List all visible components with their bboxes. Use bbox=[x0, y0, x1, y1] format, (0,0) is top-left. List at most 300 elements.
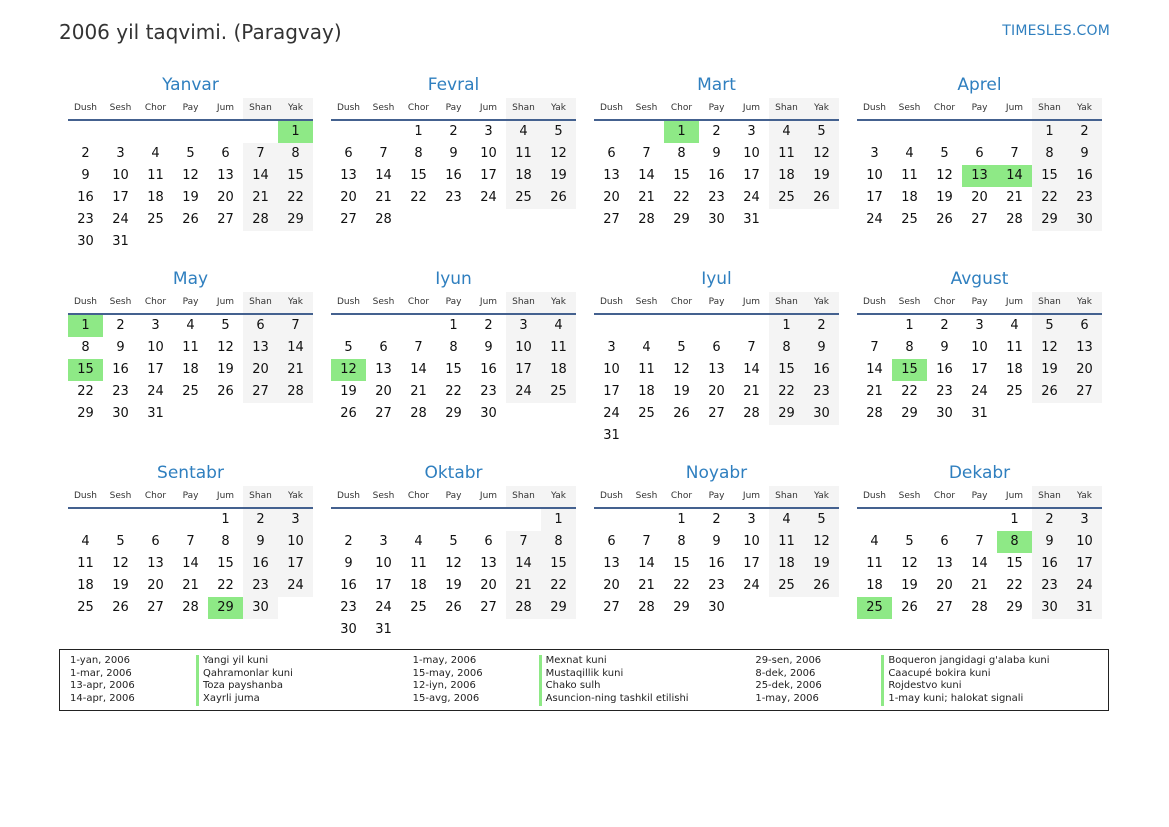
month-name: Avgust bbox=[950, 269, 1009, 289]
day-cell: 29 bbox=[673, 600, 690, 615]
day-cell: 18 bbox=[147, 190, 164, 205]
day-cell: 27 bbox=[375, 406, 392, 421]
day-cell: 27 bbox=[708, 406, 725, 421]
weekday-header: Dush bbox=[594, 486, 629, 509]
empty-cell bbox=[401, 315, 436, 337]
day-cell: 4 bbox=[870, 534, 879, 549]
day-cell: 22 bbox=[541, 575, 576, 597]
day-cell: 22 bbox=[769, 381, 804, 403]
day-cell: 7 bbox=[243, 143, 278, 165]
day-cell: 10 bbox=[743, 534, 760, 549]
day-cell: 21 bbox=[638, 190, 655, 205]
weekday-header: Shan bbox=[769, 292, 804, 315]
empty-cell bbox=[629, 509, 664, 531]
holiday-row bbox=[70, 668, 413, 681]
day-cell: 3 bbox=[278, 509, 313, 531]
weekday-header: Dush bbox=[68, 292, 103, 315]
day-cell: 28 bbox=[866, 406, 883, 421]
day-cell: 24 bbox=[506, 381, 541, 403]
weekday-header: Jum bbox=[208, 98, 243, 121]
weekday-header: Jum bbox=[471, 98, 506, 121]
month-noyabr bbox=[594, 460, 839, 654]
holiday-name: Qahramonlar kuni bbox=[196, 668, 293, 681]
day-cell: 17 bbox=[743, 556, 760, 571]
day-cell: 13 bbox=[375, 362, 392, 377]
day-cell: 7 bbox=[506, 531, 541, 553]
day-cell: 6 bbox=[484, 534, 493, 549]
day-cell: 19 bbox=[445, 578, 462, 593]
day-cell: 15 bbox=[673, 556, 690, 571]
day-cell: 6 bbox=[221, 146, 230, 161]
weekday-header: Sesh bbox=[103, 98, 138, 121]
day-cell: 10 bbox=[743, 146, 760, 161]
weekday-header: Pay bbox=[173, 98, 208, 121]
day-cell: 30 bbox=[480, 406, 497, 421]
day-cell: 29 bbox=[278, 209, 313, 231]
day-cell: 29 bbox=[769, 403, 804, 425]
day-cell: 19 bbox=[1032, 359, 1067, 381]
day-cell: 21 bbox=[638, 578, 655, 593]
day-cell: 1 bbox=[449, 318, 458, 333]
day-cell: 18 bbox=[410, 578, 427, 593]
day-cell: 7 bbox=[379, 146, 388, 161]
day-cell: 13 bbox=[217, 168, 234, 183]
day-cell: 6 bbox=[344, 146, 353, 161]
day-cell: 3 bbox=[1067, 509, 1102, 531]
day-cell: 9 bbox=[804, 337, 839, 359]
day-cell: 17 bbox=[278, 553, 313, 575]
day-cell: 17 bbox=[866, 190, 883, 205]
holiday-day-cell: 29 bbox=[208, 597, 243, 619]
weekday-header: Jum bbox=[471, 486, 506, 509]
month-sentabr bbox=[68, 460, 313, 654]
day-cell: 1 bbox=[1032, 121, 1067, 143]
day-cell: 3 bbox=[116, 146, 125, 161]
day-cell: 21 bbox=[410, 384, 427, 399]
day-cell: 24 bbox=[278, 575, 313, 597]
day-cell: 27 bbox=[936, 600, 953, 615]
day-cell: 12 bbox=[936, 168, 953, 183]
day-cell: 5 bbox=[940, 146, 949, 161]
empty-cell bbox=[208, 121, 243, 143]
month-day-grid bbox=[594, 98, 839, 231]
day-cell: 3 bbox=[506, 315, 541, 337]
day-cell: 10 bbox=[506, 337, 541, 359]
day-cell: 6 bbox=[712, 340, 721, 355]
day-cell: 21 bbox=[866, 384, 883, 399]
day-cell: 16 bbox=[1067, 165, 1102, 187]
weekday-header: Chor bbox=[138, 98, 173, 121]
month-name: Iyul bbox=[701, 269, 732, 289]
day-cell: 22 bbox=[1032, 187, 1067, 209]
month-fevral bbox=[331, 72, 576, 266]
day-cell: 7 bbox=[278, 315, 313, 337]
empty-cell bbox=[594, 509, 629, 531]
holiday-row bbox=[755, 668, 1098, 681]
day-cell: 20 bbox=[375, 384, 392, 399]
day-cell: 21 bbox=[243, 187, 278, 209]
weekday-header: Pay bbox=[962, 292, 997, 315]
day-cell: 7 bbox=[642, 534, 651, 549]
day-cell: 20 bbox=[1067, 359, 1102, 381]
day-cell: 9 bbox=[81, 168, 90, 183]
holiday-name: Asuncion-ning tashkil etilishi bbox=[539, 693, 689, 706]
holiday-day-cell: 1 bbox=[68, 315, 103, 337]
day-cell: 28 bbox=[638, 212, 655, 227]
day-cell: 3 bbox=[870, 146, 879, 161]
holiday-row bbox=[413, 655, 756, 668]
day-cell: 24 bbox=[480, 190, 497, 205]
day-cell: 12 bbox=[804, 143, 839, 165]
site-link[interactable]: TIMESLES.COM bbox=[1002, 23, 1110, 39]
day-cell: 10 bbox=[1067, 531, 1102, 553]
day-cell: 31 bbox=[603, 428, 620, 443]
weekday-header: Shan bbox=[243, 486, 278, 509]
month-day-grid bbox=[857, 486, 1102, 619]
day-cell: 26 bbox=[182, 212, 199, 227]
day-cell: 25 bbox=[638, 406, 655, 421]
day-cell: 14 bbox=[638, 168, 655, 183]
day-cell: 8 bbox=[1032, 143, 1067, 165]
day-cell: 29 bbox=[901, 406, 918, 421]
day-cell: 16 bbox=[445, 168, 462, 183]
day-cell: 25 bbox=[410, 600, 427, 615]
day-cell: 9 bbox=[1032, 531, 1067, 553]
day-cell: 10 bbox=[971, 340, 988, 355]
day-cell: 11 bbox=[410, 556, 427, 571]
day-cell: 29 bbox=[445, 406, 462, 421]
day-cell: 24 bbox=[147, 384, 164, 399]
empty-cell bbox=[173, 509, 208, 531]
day-cell: 29 bbox=[541, 597, 576, 619]
month-day-grid bbox=[68, 486, 313, 619]
day-cell: 13 bbox=[708, 362, 725, 377]
weekday-header: Chor bbox=[138, 486, 173, 509]
holiday-date: 1-mar, 2006 bbox=[70, 667, 132, 679]
day-cell: 30 bbox=[708, 212, 725, 227]
weekday-header: Jum bbox=[997, 486, 1032, 509]
day-cell: 14 bbox=[506, 553, 541, 575]
day-cell: 28 bbox=[375, 212, 392, 227]
weekday-header: Shan bbox=[1032, 98, 1067, 121]
day-cell: 20 bbox=[936, 578, 953, 593]
day-cell: 13 bbox=[340, 168, 357, 183]
weekday-header: Sesh bbox=[366, 292, 401, 315]
day-cell: 8 bbox=[905, 340, 914, 355]
day-cell: 12 bbox=[673, 362, 690, 377]
empty-cell bbox=[138, 121, 173, 143]
day-cell: 16 bbox=[480, 362, 497, 377]
day-cell: 9 bbox=[116, 340, 125, 355]
day-cell: 4 bbox=[186, 318, 195, 333]
holiday-date: 1-yan, 2006 bbox=[70, 655, 130, 666]
holiday-row bbox=[70, 680, 413, 693]
empty-cell bbox=[927, 509, 962, 531]
day-cell: 30 bbox=[804, 403, 839, 425]
day-cell: 13 bbox=[936, 556, 953, 571]
empty-cell bbox=[366, 509, 401, 531]
day-cell: 17 bbox=[1067, 553, 1102, 575]
weekday-header: Pay bbox=[699, 292, 734, 315]
day-cell: 16 bbox=[936, 362, 953, 377]
day-cell: 1 bbox=[1010, 512, 1019, 527]
empty-cell bbox=[243, 121, 278, 143]
day-cell: 9 bbox=[1067, 143, 1102, 165]
day-cell: 2 bbox=[116, 318, 125, 333]
empty-cell bbox=[103, 509, 138, 531]
day-cell: 11 bbox=[1006, 340, 1023, 355]
day-cell: 10 bbox=[480, 146, 497, 161]
weekday-header: Yak bbox=[1067, 486, 1102, 509]
empty-cell bbox=[699, 315, 734, 337]
day-cell: 12 bbox=[804, 531, 839, 553]
empty-cell bbox=[331, 509, 366, 531]
weekday-header: Chor bbox=[664, 486, 699, 509]
holiday-date: 12-iyn, 2006 bbox=[412, 680, 476, 692]
day-cell: 28 bbox=[182, 600, 199, 615]
day-cell: 22 bbox=[278, 187, 313, 209]
day-cell: 19 bbox=[541, 165, 576, 187]
holiday-legend bbox=[59, 649, 1109, 711]
day-cell: 7 bbox=[870, 340, 879, 355]
holiday-name: Toza payshanba bbox=[196, 680, 283, 693]
holiday-row bbox=[70, 655, 413, 668]
day-cell: 20 bbox=[480, 578, 497, 593]
months-grid bbox=[68, 72, 1102, 654]
day-cell: 19 bbox=[804, 553, 839, 575]
day-cell: 5 bbox=[344, 340, 353, 355]
day-cell: 1 bbox=[414, 124, 423, 139]
holiday-name: 1-may kuni; halokat signali bbox=[881, 693, 1023, 706]
month-name: Iyun bbox=[435, 269, 472, 289]
weekday-header: Jum bbox=[997, 98, 1032, 121]
weekday-header: Jum bbox=[208, 486, 243, 509]
month-name: Dekabr bbox=[948, 463, 1011, 483]
day-cell: 2 bbox=[712, 124, 721, 139]
day-cell: 11 bbox=[769, 531, 804, 553]
month-avgust bbox=[857, 266, 1102, 460]
day-cell: 16 bbox=[112, 362, 129, 377]
day-cell: 10 bbox=[866, 168, 883, 183]
empty-cell bbox=[401, 509, 436, 531]
day-cell: 3 bbox=[747, 124, 756, 139]
day-cell: 28 bbox=[971, 600, 988, 615]
day-cell: 20 bbox=[971, 190, 988, 205]
day-cell: 11 bbox=[638, 362, 655, 377]
day-cell: 25 bbox=[77, 600, 94, 615]
day-cell: 30 bbox=[112, 406, 129, 421]
empty-cell bbox=[997, 121, 1032, 143]
weekday-header: Jum bbox=[997, 292, 1032, 315]
weekday-header: Pay bbox=[699, 98, 734, 121]
weekday-header: Yak bbox=[541, 98, 576, 121]
day-cell: 5 bbox=[116, 534, 125, 549]
day-cell: 21 bbox=[743, 384, 760, 399]
weekday-header: Pay bbox=[962, 486, 997, 509]
holiday-name: Mexnat kuni bbox=[539, 655, 607, 668]
day-cell: 21 bbox=[506, 575, 541, 597]
weekday-header: Chor bbox=[401, 98, 436, 121]
day-cell: 18 bbox=[638, 384, 655, 399]
day-cell: 25 bbox=[182, 384, 199, 399]
day-cell: 23 bbox=[340, 600, 357, 615]
weekday-header: Dush bbox=[68, 98, 103, 121]
day-cell: 27 bbox=[971, 212, 988, 227]
day-cell: 25 bbox=[506, 187, 541, 209]
day-cell: 31 bbox=[743, 212, 760, 227]
day-cell: 8 bbox=[81, 340, 90, 355]
day-cell: 29 bbox=[673, 212, 690, 227]
weekday-header: Dush bbox=[857, 486, 892, 509]
holiday-date: 15-may, 2006 bbox=[412, 667, 483, 679]
day-cell: 24 bbox=[1067, 575, 1102, 597]
holiday-date: 8-dek, 2006 bbox=[755, 667, 816, 679]
day-cell: 27 bbox=[480, 600, 497, 615]
day-cell: 18 bbox=[506, 165, 541, 187]
day-cell: 27 bbox=[603, 600, 620, 615]
weekday-header: Sesh bbox=[366, 98, 401, 121]
weekday-header: Chor bbox=[664, 98, 699, 121]
day-cell: 18 bbox=[77, 578, 94, 593]
day-cell: 17 bbox=[480, 168, 497, 183]
empty-cell bbox=[962, 509, 997, 531]
day-cell: 24 bbox=[603, 406, 620, 421]
day-cell: 17 bbox=[112, 190, 129, 205]
weekday-header: Shan bbox=[1032, 486, 1067, 509]
holiday-name: Caacupé bokira kuni bbox=[881, 668, 990, 681]
day-cell: 20 bbox=[340, 190, 357, 205]
day-cell: 21 bbox=[182, 578, 199, 593]
day-cell: 26 bbox=[541, 187, 576, 209]
day-cell: 22 bbox=[673, 190, 690, 205]
day-cell: 15 bbox=[410, 168, 427, 183]
holiday-day-cell: 13 bbox=[962, 165, 997, 187]
day-cell: 18 bbox=[769, 165, 804, 187]
day-cell: 1 bbox=[677, 512, 686, 527]
day-cell: 27 bbox=[1067, 381, 1102, 403]
day-cell: 19 bbox=[340, 384, 357, 399]
weekday-header: Dush bbox=[68, 486, 103, 509]
month-day-grid bbox=[857, 292, 1102, 425]
weekday-header: Pay bbox=[962, 98, 997, 121]
day-cell: 12 bbox=[901, 556, 918, 571]
weekday-header: Chor bbox=[927, 486, 962, 509]
weekday-header: Dush bbox=[331, 292, 366, 315]
weekday-header: Shan bbox=[506, 486, 541, 509]
day-cell: 21 bbox=[375, 190, 392, 205]
day-cell: 30 bbox=[77, 234, 94, 249]
day-cell: 2 bbox=[243, 509, 278, 531]
empty-cell bbox=[857, 315, 892, 337]
day-cell: 12 bbox=[541, 143, 576, 165]
holiday-day-cell: 14 bbox=[997, 165, 1032, 187]
month-may bbox=[68, 266, 313, 460]
holiday-row bbox=[413, 668, 756, 681]
day-cell: 14 bbox=[638, 556, 655, 571]
day-cell: 31 bbox=[971, 406, 988, 421]
day-cell: 24 bbox=[743, 190, 760, 205]
day-cell: 6 bbox=[151, 534, 160, 549]
empty-cell bbox=[629, 121, 664, 143]
day-cell: 2 bbox=[344, 534, 353, 549]
day-cell: 2 bbox=[484, 318, 493, 333]
day-cell: 18 bbox=[866, 578, 883, 593]
day-cell: 8 bbox=[769, 337, 804, 359]
day-cell: 11 bbox=[77, 556, 94, 571]
day-cell: 27 bbox=[217, 212, 234, 227]
day-cell: 9 bbox=[449, 146, 458, 161]
day-cell: 7 bbox=[747, 340, 756, 355]
day-cell: 5 bbox=[804, 509, 839, 531]
month-name: Sentabr bbox=[157, 463, 224, 483]
day-cell: 6 bbox=[1067, 315, 1102, 337]
day-cell: 23 bbox=[243, 575, 278, 597]
day-cell: 2 bbox=[449, 124, 458, 139]
holiday-date: 13-apr, 2006 bbox=[70, 680, 135, 692]
day-cell: 8 bbox=[541, 531, 576, 553]
day-cell: 27 bbox=[340, 212, 357, 227]
day-cell: 9 bbox=[712, 534, 721, 549]
day-cell: 13 bbox=[1067, 337, 1102, 359]
day-cell: 6 bbox=[607, 534, 616, 549]
day-cell: 31 bbox=[1067, 597, 1102, 619]
month-name: Oktabr bbox=[424, 463, 483, 483]
day-cell: 8 bbox=[677, 146, 686, 161]
day-cell: 1 bbox=[221, 512, 230, 527]
day-cell: 26 bbox=[901, 600, 918, 615]
day-cell: 28 bbox=[638, 600, 655, 615]
day-cell: 18 bbox=[1006, 362, 1023, 377]
day-cell: 14 bbox=[743, 362, 760, 377]
day-cell: 15 bbox=[673, 168, 690, 183]
holiday-date: 15-avg, 2006 bbox=[412, 693, 480, 705]
day-cell: 5 bbox=[677, 340, 686, 355]
day-cell: 9 bbox=[712, 146, 721, 161]
day-cell: 27 bbox=[603, 212, 620, 227]
day-cell: 5 bbox=[804, 121, 839, 143]
empty-cell bbox=[103, 121, 138, 143]
weekday-header: Pay bbox=[436, 292, 471, 315]
day-cell: 28 bbox=[410, 406, 427, 421]
day-cell: 11 bbox=[182, 340, 199, 355]
month-iyul bbox=[594, 266, 839, 460]
weekday-header: Sesh bbox=[892, 98, 927, 121]
month-name: Mart bbox=[697, 75, 736, 95]
empty-cell bbox=[366, 315, 401, 337]
day-cell: 20 bbox=[603, 578, 620, 593]
day-cell: 19 bbox=[217, 362, 234, 377]
month-name: May bbox=[172, 269, 209, 289]
holiday-day-cell: 1 bbox=[664, 121, 699, 143]
day-cell: 25 bbox=[1006, 384, 1023, 399]
holiday-row bbox=[755, 680, 1098, 693]
weekday-header: Sesh bbox=[892, 292, 927, 315]
empty-cell bbox=[331, 121, 366, 143]
empty-cell bbox=[664, 315, 699, 337]
day-cell: 4 bbox=[81, 534, 90, 549]
day-cell: 31 bbox=[147, 406, 164, 421]
weekday-header: Sesh bbox=[629, 292, 664, 315]
day-cell: 23 bbox=[1067, 187, 1102, 209]
holiday-name: Yangi yil kuni bbox=[196, 655, 268, 668]
day-cell: 30 bbox=[1032, 597, 1067, 619]
weekday-header: Dush bbox=[331, 486, 366, 509]
day-cell: 13 bbox=[243, 337, 278, 359]
day-cell: 30 bbox=[243, 597, 278, 619]
day-cell: 6 bbox=[940, 534, 949, 549]
holiday-day-cell: 12 bbox=[331, 359, 366, 381]
holiday-row bbox=[413, 680, 756, 693]
